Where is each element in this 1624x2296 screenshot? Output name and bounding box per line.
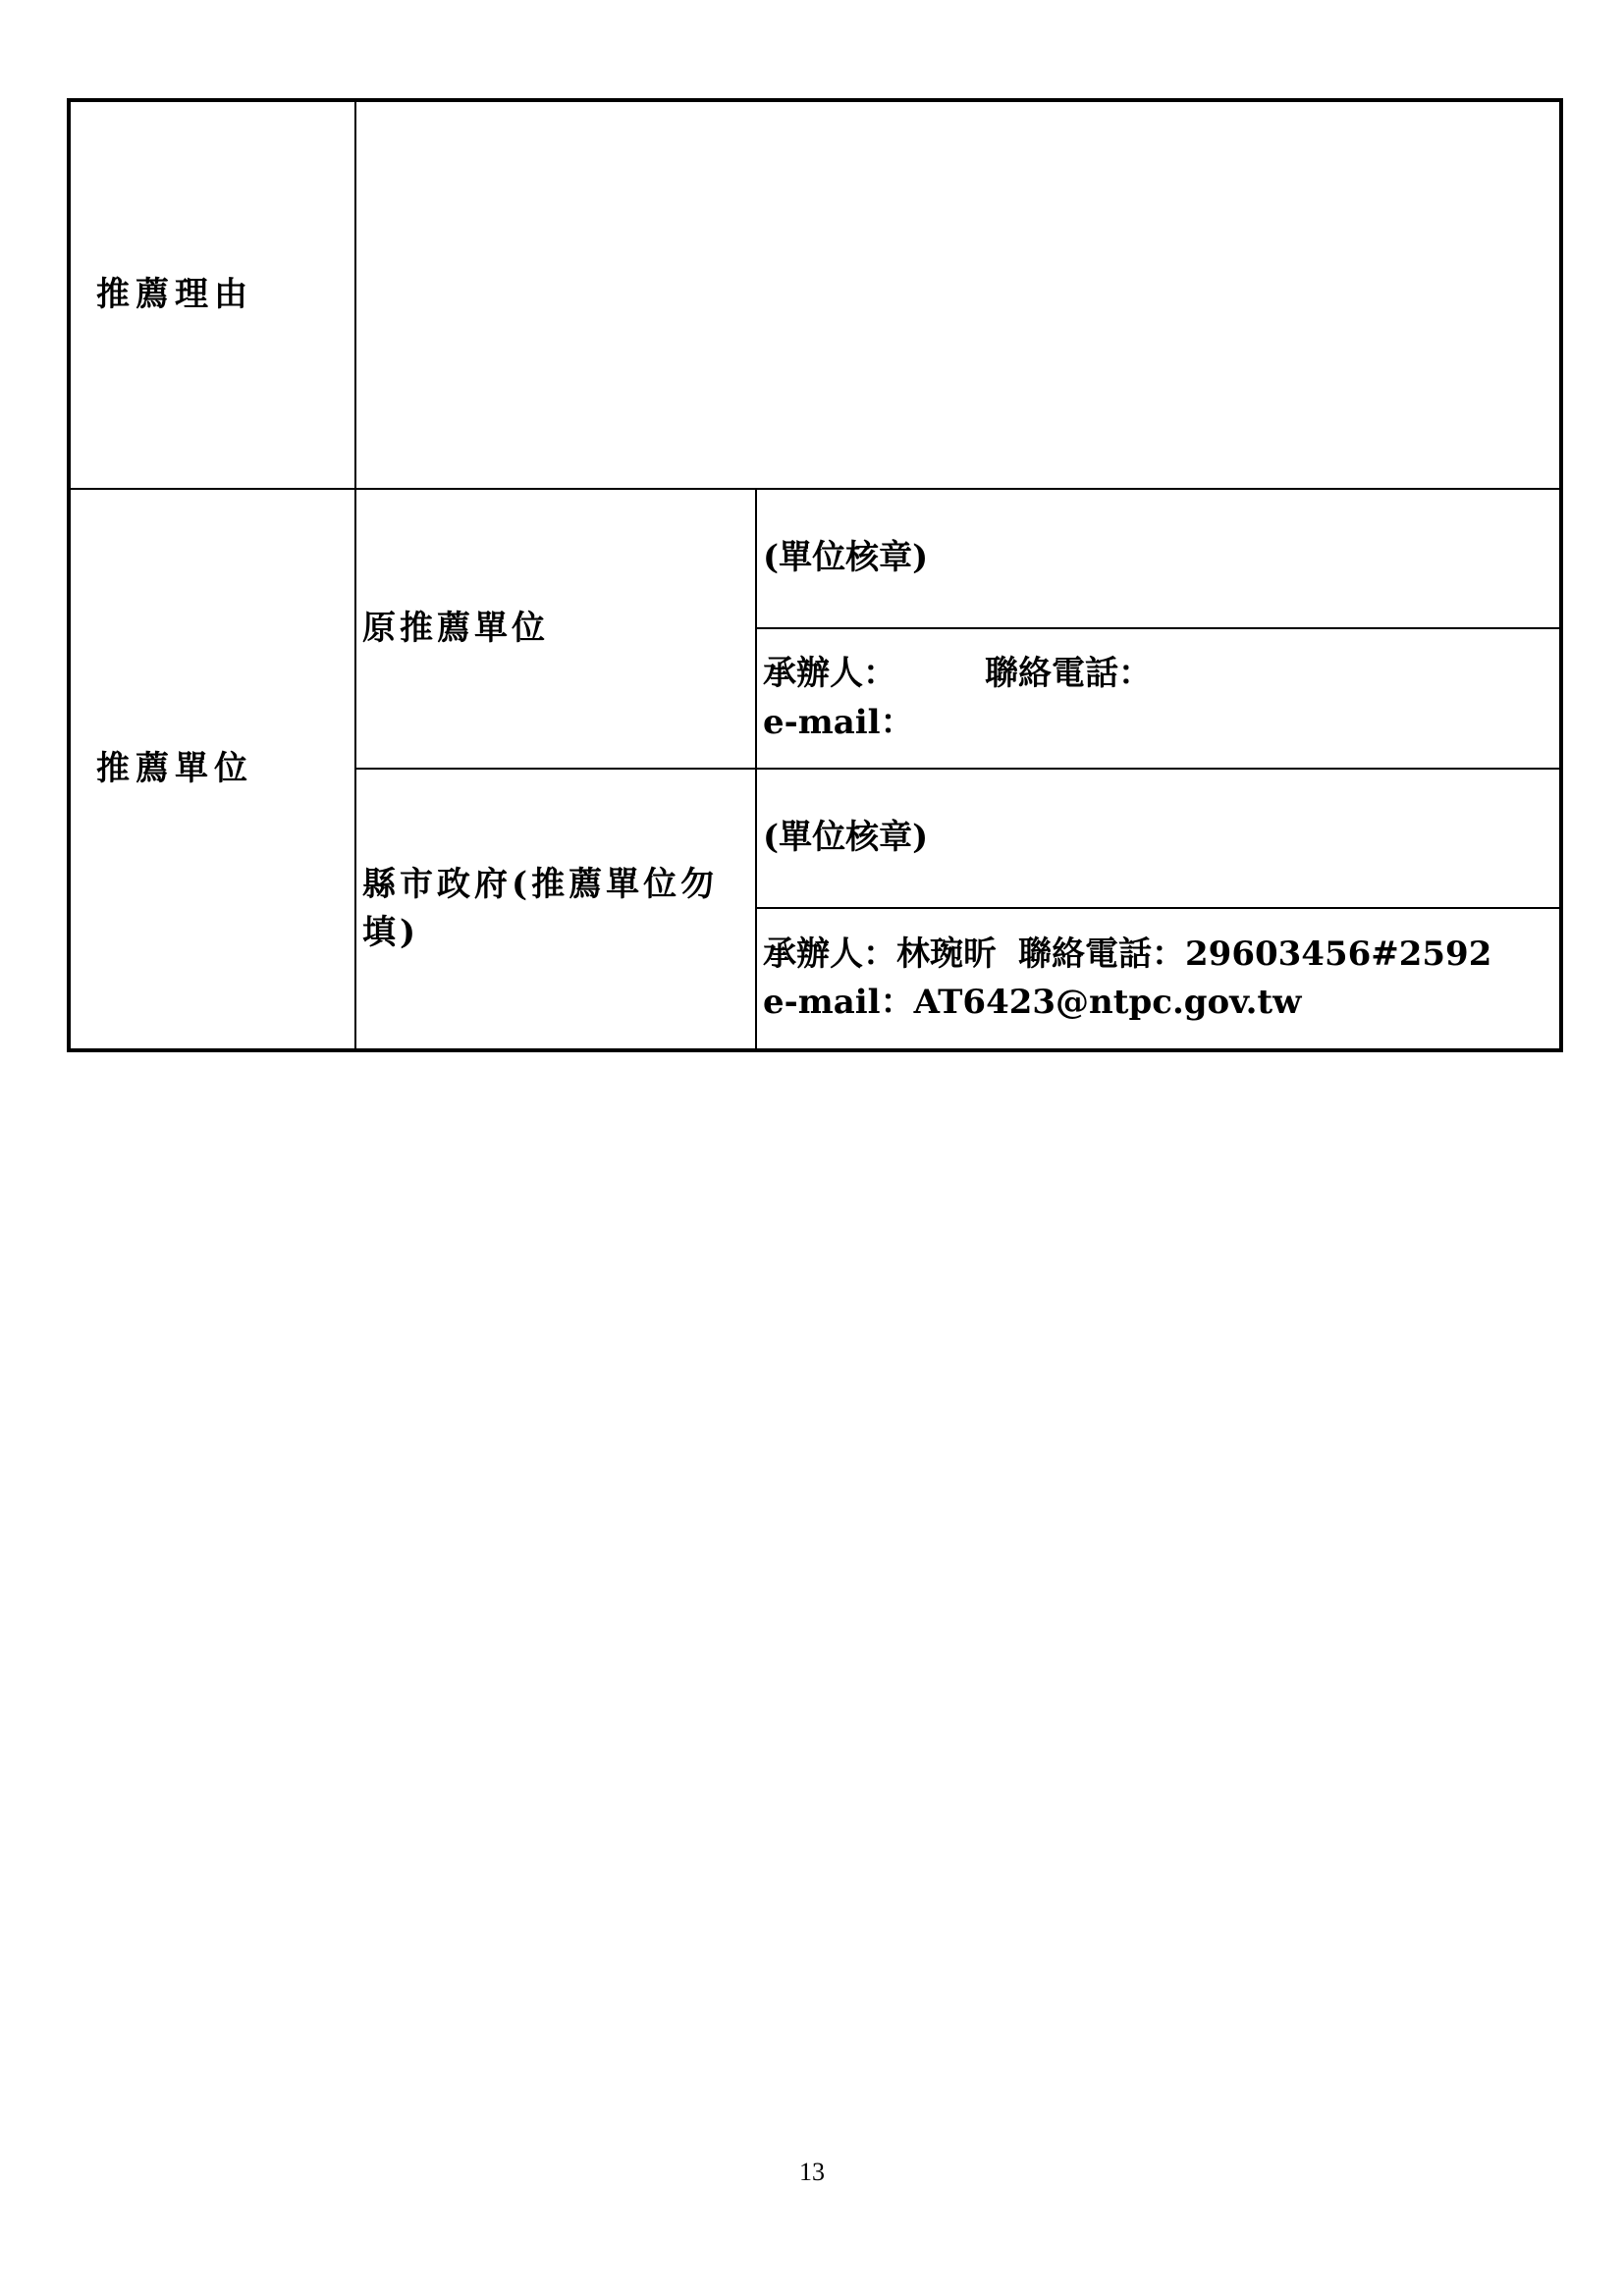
county-gov-contact (756, 908, 1561, 1050)
unit-label: 推薦單位 (69, 489, 355, 1050)
recommendation-form-table (67, 98, 1563, 1052)
page-number: 13 (799, 2158, 825, 2186)
county-gov-stamp: (單位核章) (756, 769, 1561, 908)
original-handler-label: 承辦人： (763, 654, 896, 694)
original-phone-label: 聯絡電話： (985, 654, 1152, 694)
reason-label: 推薦理由 (69, 100, 355, 489)
county-email-value: AT6423@ntpc.gov.tw (913, 983, 1302, 1022)
original-unit-stamp: (單位核章) (756, 489, 1561, 628)
original-unit-contact[interactable] (756, 628, 1561, 769)
county-gov-label: 縣市政府(推薦單位勿填) (355, 769, 756, 1050)
county-handler-label: 承辦人： (763, 934, 896, 974)
county-phone-label: 聯絡電話： (1018, 934, 1185, 974)
county-phone-value: 29603456#2592 (1185, 934, 1492, 974)
county-handler-name: 林琬昕 (896, 934, 997, 974)
county-email-label: e-mail： (763, 983, 914, 1022)
original-unit-label: 原推薦單位 (355, 489, 756, 769)
reason-field[interactable] (355, 100, 1561, 489)
original-email-label: e-mail： (763, 702, 914, 742)
